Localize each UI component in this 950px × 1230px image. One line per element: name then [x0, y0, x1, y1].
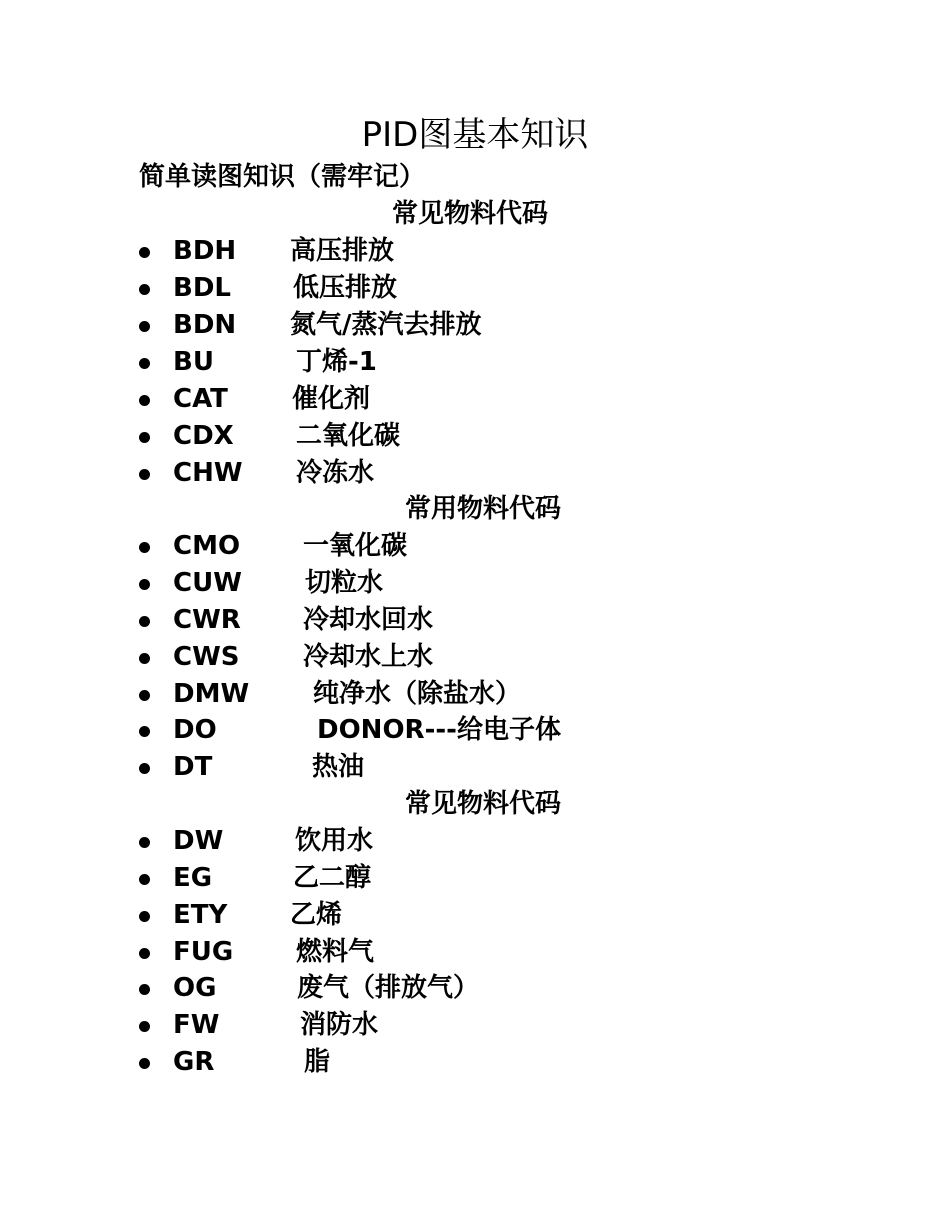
bullet-icon	[139, 874, 150, 885]
bullet-icon	[139, 579, 150, 590]
material-code: BDN	[173, 310, 237, 340]
material-code: BDH	[173, 236, 237, 266]
material-code: CDX	[173, 421, 234, 451]
material-description: 燃料气	[296, 937, 375, 967]
bullet-icon	[139, 321, 150, 332]
bullet-icon	[139, 984, 150, 995]
material-description: 饮用水	[295, 826, 374, 856]
bullet-icon	[139, 653, 150, 664]
material-description: 脂	[304, 1047, 331, 1077]
material-description: 二氧化碳	[296, 421, 401, 451]
bullet-icon	[139, 726, 150, 737]
material-description: DONOR---给电子体	[317, 715, 561, 745]
material-code: DMW	[173, 679, 250, 709]
material-description: 高压排放	[290, 236, 395, 266]
bullet-icon	[139, 469, 150, 480]
material-description: 热油	[312, 752, 365, 782]
material-description: 冷却水回水	[303, 605, 434, 635]
material-code: GR	[173, 1047, 215, 1077]
material-description: 消防水	[300, 1010, 379, 1040]
section-heading-common-codes-2: 常见物料代码	[405, 789, 562, 819]
bullet-icon	[139, 690, 150, 701]
material-code: DW	[173, 826, 224, 856]
subtitle: 简单读图知识（需牢记）	[139, 162, 426, 192]
material-description: 纯净水（除盐水）	[313, 679, 522, 709]
bullet-icon	[139, 1058, 150, 1069]
material-description: 冷冻水	[296, 458, 375, 488]
material-description: 一氧化碳	[303, 531, 408, 561]
material-code: EG	[173, 863, 213, 893]
bullet-icon	[139, 1021, 150, 1032]
material-code: CWS	[173, 642, 240, 672]
bullet-icon	[139, 837, 150, 848]
material-code: ETY	[173, 900, 228, 930]
material-description: 废气（排放气）	[297, 973, 480, 1003]
material-code: FW	[173, 1010, 220, 1040]
bullet-icon	[139, 432, 150, 443]
material-code: DO	[173, 715, 217, 745]
material-description: 冷却水上水	[303, 642, 434, 672]
material-code: CMO	[173, 531, 241, 561]
bullet-icon	[139, 284, 150, 295]
material-description: 低压排放	[293, 273, 398, 303]
material-description: 乙烯	[290, 900, 343, 930]
page-title: PID图基本知识	[361, 115, 589, 155]
bullet-icon	[139, 395, 150, 406]
material-code: CUW	[173, 568, 242, 598]
material-description: 丁烯-1	[296, 347, 377, 377]
bullet-icon	[139, 616, 150, 627]
material-code: BU	[173, 347, 214, 377]
material-code: CWR	[173, 605, 241, 635]
section-heading-common-codes: 常见物料代码	[392, 199, 549, 229]
material-code: DT	[173, 752, 213, 782]
material-description: 催化剂	[292, 384, 371, 414]
bullet-icon	[139, 247, 150, 258]
material-description: 乙二醇	[293, 863, 372, 893]
material-code: OG	[173, 973, 217, 1003]
material-code: CAT	[173, 384, 228, 414]
material-description: 氮气/蒸汽去排放	[290, 310, 482, 340]
bullet-icon	[139, 911, 150, 922]
bullet-icon	[139, 948, 150, 959]
material-code: FUG	[173, 937, 234, 967]
material-description: 切粒水	[305, 568, 384, 598]
material-code: BDL	[173, 273, 231, 303]
material-code: CHW	[173, 458, 243, 488]
bullet-icon	[139, 763, 150, 774]
section-heading-frequent-codes: 常用物料代码	[405, 494, 562, 524]
bullet-icon	[139, 358, 150, 369]
bullet-icon	[139, 542, 150, 553]
